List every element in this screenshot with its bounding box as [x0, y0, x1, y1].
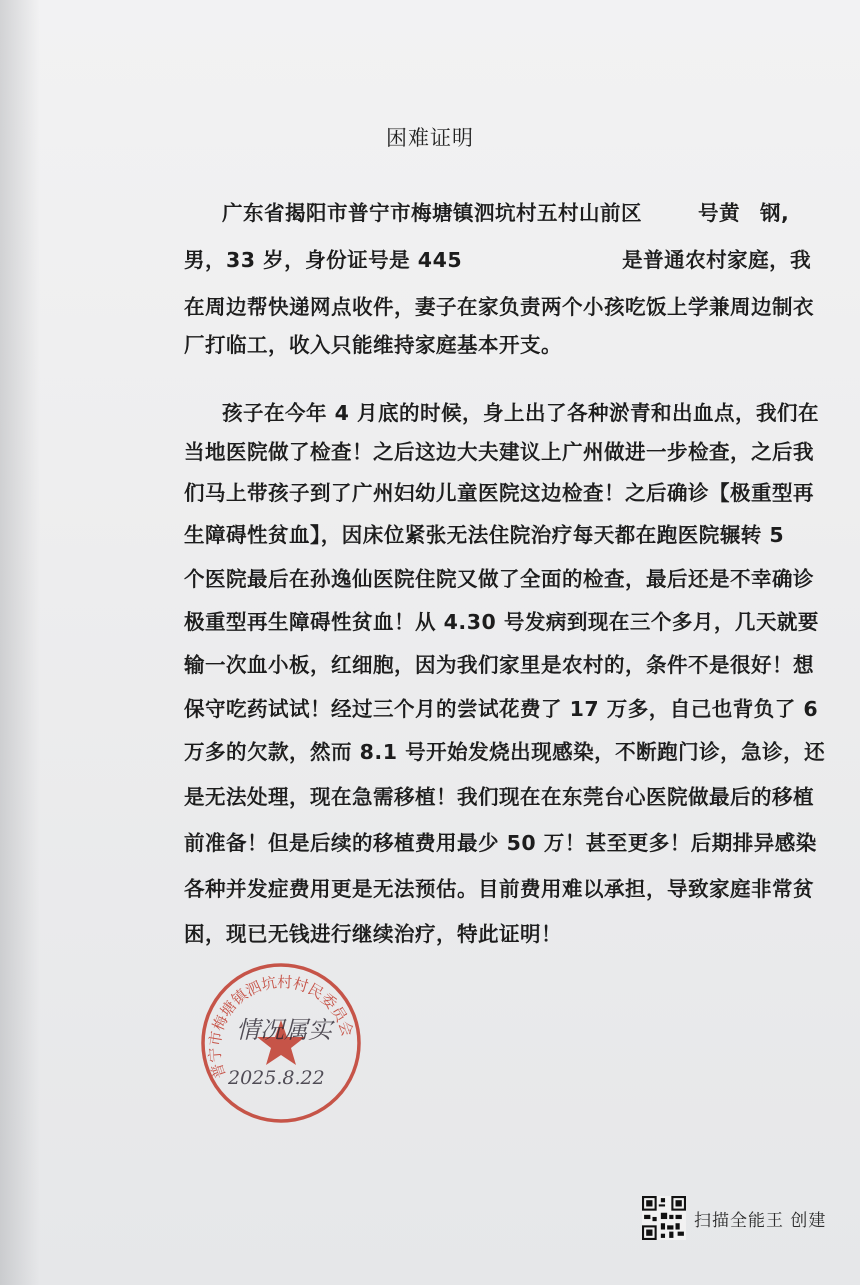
paragraph2-line8: 保守吃药试试！经过三个月的尝试花费了 17 万多，自己也背负了 6 [184, 697, 819, 721]
paragraph2-line13: 困，现已无钱进行继续治疗，特此证明！ [184, 922, 562, 946]
qr-code-icon [642, 1196, 686, 1240]
handwritten-note: 情况属实 [236, 1016, 332, 1044]
page-shadow [0, 0, 40, 1285]
paragraph1-line3: 在周边帮快递网点收件，妻子在家负责两个小孩吃饭上学兼周边制衣 [184, 295, 814, 319]
paragraph1-line2 [184, 243, 811, 273]
paragraph2-line5: 个医院最后在孙逸仙医院住院又做了全面的检查，最后还是不幸确诊 [184, 567, 814, 591]
scanner-footer [642, 1196, 826, 1240]
paragraph2-line9: 万多的欠款，然而 8.1 号开始发烧出现感染，不断跑门诊，急诊，还 [184, 740, 826, 764]
paragraph2-line12: 各种并发症费用更是无法预估。目前费用难以承担，导致家庭非常贫 [184, 877, 814, 901]
gender-age-id-text: 男，33 岁，身份证号是 445 [184, 248, 463, 272]
paragraph2-line4: 生障碍性贫血】，因床位紧张无法住院治疗每天都在跑医院辗转 5 [184, 523, 785, 547]
paragraph1-line4: 厂打临工，收入只能维持家庭基本开支。 [184, 333, 562, 357]
paragraph1-line1 [222, 196, 789, 226]
seal-ring-text: 普宁市梅塘镇泗坑村村民委员会 [205, 972, 357, 1081]
paragraph2-line1: 孩子在今年 4 月底的时候，身上出了各种淤青和出血点，我们在 [222, 401, 820, 425]
paragraph2-line10: 是无法处理，现在急需移植！我们现在在东莞台心医院做最后的移植 [184, 785, 814, 809]
document-title: 困难证明 [386, 126, 474, 150]
paragraph2-line11: 前准备！但是后续的移植费用最少 50 万！甚至更多！后期排异感染 [184, 831, 817, 855]
surname-text: 号黄 [698, 201, 740, 225]
given-name-text: 钢, [760, 201, 790, 225]
household-type-text: 是普通农村家庭，我 [622, 248, 812, 272]
handwritten-date: 2025.8.22 [228, 1067, 325, 1089]
address-text: 广东省揭阳市普宁市梅塘镇泗坑村五村山前区 [222, 201, 642, 225]
scanner-app-label: 扫描全能王 创建 [694, 1210, 827, 1231]
paragraph2-line3: 们马上带孩子到了广州妇幼儿童医院这边检查！之后确诊【极重型再 [184, 481, 814, 505]
paragraph2-line6: 极重型再生障碍性贫血！从 4.30 号发病到现在三个多月，几天就要 [184, 610, 819, 634]
paragraph2-line7: 输一次血小板，红细胞，因为我们家里是农村的，条件不是很好！想 [184, 653, 814, 677]
official-seal [196, 958, 366, 1128]
paragraph2-line2: 当地医院做了检查！之后这边大夫建议上广州做进一步检查，之后我 [184, 440, 814, 464]
